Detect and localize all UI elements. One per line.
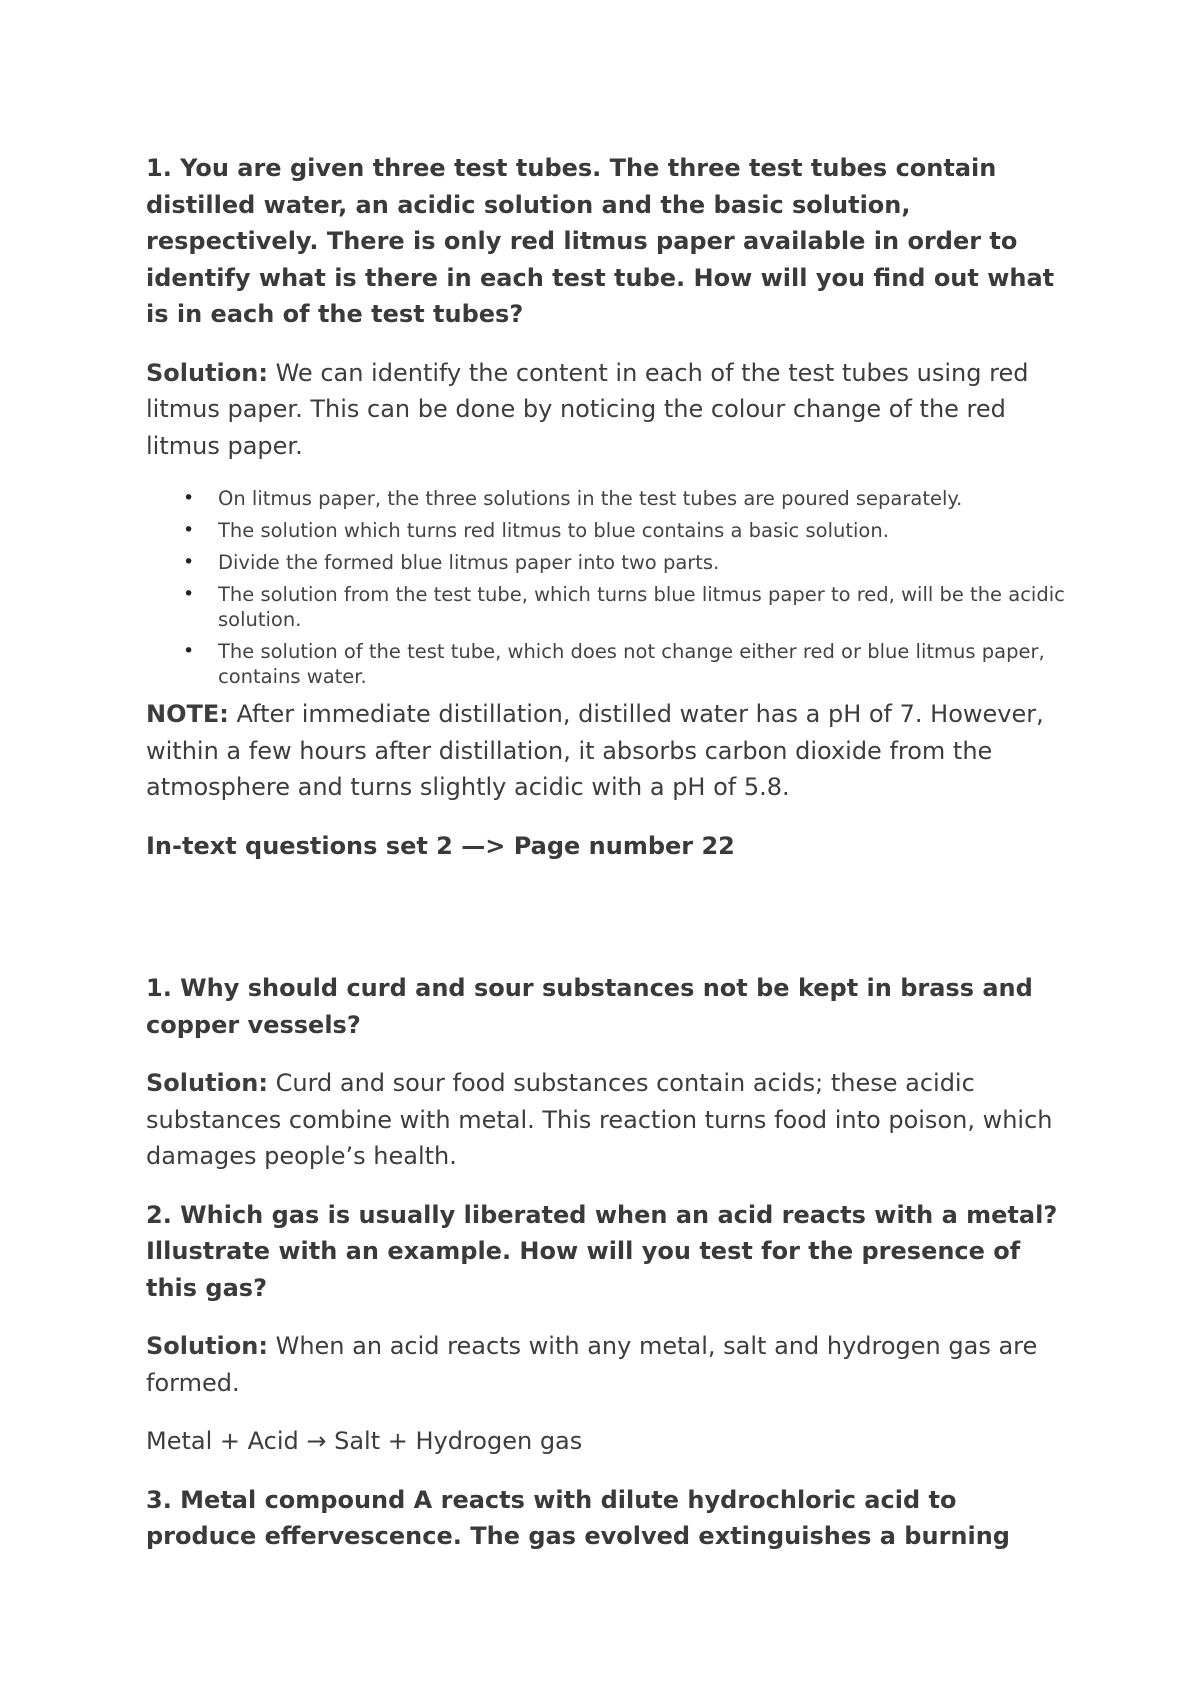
list-item: • Divide the formed blue litmus paper into two parts. [183, 551, 720, 574]
list-item: • On litmus paper, the three solutions in the test tubes are poured separately. [183, 487, 963, 510]
solution-text: Curd and sour food substances contain acids; these acidic substances combine with metal. This reaction turns food into poison, which damages people’s health. [146, 1069, 1053, 1170]
solution-steps-list [146, 486, 1066, 689]
list-item: • The solution which turns red litmus to blue contains a basic solution. [183, 519, 889, 542]
bullet-icon: • [183, 640, 195, 662]
list-item: • The solution from the test tube, which turns blue litmus paper to red, will be the acidic solution. [183, 583, 1065, 631]
note-text: After immediate distillation, distilled water has a pH of 7. However, within a few hours after distillation, it absorbs carbon dioxide from the atmosphere and turns slightly acidic with a pH of 5.8. [146, 700, 1044, 801]
question-gas-liberated: 2. Which gas is usually liberated when an acid reacts with a metal? Illustrate with an example. How will you test for the presence of this gas? [146, 1200, 1058, 1302]
solution-label: Solution: [146, 358, 268, 387]
question-1-test-tubes: 1. You are given three test tubes. The three test tubes contain distilled water, an acidic solution and the basic solution, respectively. There is only red litmus paper available in order to identify what is there in each test tube. How will you find out what is in each of the test tubes? [146, 154, 1055, 328]
section-heading: In-text questions set 2 —> Page number 22 [146, 831, 735, 860]
bullet-icon: • [183, 487, 195, 509]
solution-text: When an acid reacts with any metal, salt and hydrogen gas are formed. [146, 1332, 1038, 1397]
bullet-icon: • [183, 583, 195, 605]
solution-gas-paragraph [146, 1328, 1066, 1401]
note-label: NOTE: [146, 700, 229, 728]
solution-text: We can identify the content in each of the test tubes using red litmus paper. This can be done by noticing the colour change of the red litmus paper. [146, 358, 1029, 460]
note-paragraph [146, 696, 1066, 806]
reaction-equation: Metal + Acid → Salt + Hydrogen gas [146, 1427, 583, 1455]
list-item: • The solution of the test tube, which does not change either red or blue litmus paper, contains water. [183, 640, 1045, 688]
question-curd-brass: 1. Why should curd and sour substances not be kept in brass and copper vessels? [146, 974, 1033, 1039]
solution-1-paragraph [146, 355, 1066, 465]
bullet-icon: • [183, 519, 195, 541]
solution-curd-paragraph [146, 1065, 1066, 1175]
bullet-icon: • [183, 551, 195, 573]
document-page [146, 150, 1066, 1577]
solution-label: Solution: [146, 1069, 268, 1097]
question-metal-compound-a: 3. Metal compound A reacts with dilute hydrochloric acid to produce effervescence. The gas evolved extinguishes a burning [146, 1485, 1010, 1550]
solution-label: Solution: [146, 1332, 268, 1360]
